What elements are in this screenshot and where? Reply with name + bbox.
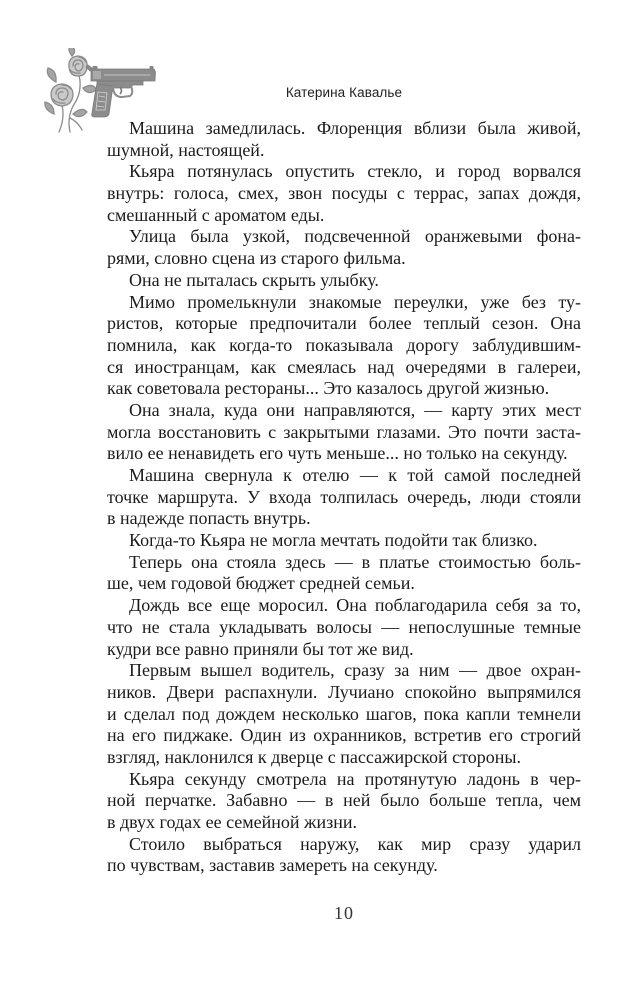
text-line: Теперь она стояла здесь — в платье стоимостью боль- xyxy=(129,551,581,572)
paragraph xyxy=(107,465,581,530)
paragraph xyxy=(107,270,581,292)
page-body-text xyxy=(107,118,581,877)
paragraph xyxy=(107,226,581,269)
paragraph xyxy=(107,400,581,465)
text-line: точке маршрута. У входа толпилась очередь, люди стояли xyxy=(107,486,581,507)
text-line: Первым вышел водитель, сразу за ним — двое охран- xyxy=(129,660,581,681)
text-line: Кьяра секунду смотрела на протянутую ладонь в чер- xyxy=(129,768,581,789)
text-line: взгляд, наклонился к дверце с пассажирской стороны. xyxy=(107,746,521,767)
text-line: в надежде попасть внутрь. xyxy=(107,508,311,529)
text-line: на его пиджаке. Один из охранников, встретив его строгий xyxy=(107,725,581,746)
text-line: Когда-то Кьяра не могла мечтать подойти так близко. xyxy=(129,530,538,551)
paragraph xyxy=(107,552,581,595)
page-number: 10 xyxy=(334,903,354,923)
text-line: внутрь: голоса, смех, звон посуды с террас, запах дождя, xyxy=(107,183,581,204)
text-line: по чувствам, заставив замереть на секунду. xyxy=(107,855,438,876)
paragraph xyxy=(107,161,581,226)
text-line: ше, чем годовой бюджет средней семьи. xyxy=(107,573,415,594)
text-line: что не стала укладывать волосы — непослушные темные xyxy=(107,616,581,637)
text-line: Она знала, куда они направляются, — карту этих мест xyxy=(129,399,581,420)
text-line: вило ее ненавидеть его чуть меньше... но только на секунду. xyxy=(107,443,568,464)
text-line: Она не пыталась скрыть улыбку. xyxy=(129,269,379,290)
paragraph xyxy=(107,769,581,834)
text-line: Машина замедлилась. Флоренция вблизи была живой, xyxy=(129,118,581,138)
text-line: смешанный с ароматом еды. xyxy=(107,204,325,225)
text-line: в двух годах ее семейной жизни. xyxy=(107,812,358,832)
paragraph xyxy=(107,660,581,768)
text-line: рями, словно сцена из старого фильма. xyxy=(107,248,406,269)
text-line: кудри все равно приняли бы тот же вид. xyxy=(107,638,414,659)
text-line: Мимо промелькнули знакомые переулки, уже без ту- xyxy=(129,291,581,312)
text-line: Дождь все еще моросил. Она поблагодарила себя за то, xyxy=(129,595,581,616)
rose-icon xyxy=(45,48,96,132)
text-line: ристов, которые предпочитали более теплый сезон. Она xyxy=(107,313,581,334)
text-line: помнила, как когда-то показывала дорогу заблудившим- xyxy=(107,334,581,355)
text-line: Кьяра потянулась опустить стекло, и город ворвался xyxy=(129,161,581,182)
running-title: Катерина Кавалье xyxy=(285,85,403,100)
text-line: ной перчатке. Забавно — в ней было больше тепла, чем xyxy=(107,790,581,811)
paragraph xyxy=(107,595,581,660)
text-line: как советовала рестораны... Это казалось другой жизнью. xyxy=(107,378,550,399)
text-line: ников. Двери распахнули. Лучиано спокойно выпрямился xyxy=(107,681,581,702)
paragraph xyxy=(107,530,581,552)
text-line: Машина свернула к отелю — к той самой последней xyxy=(129,465,581,485)
text-line: Стоило выбраться наружу, как мир сразу ударил xyxy=(129,833,581,854)
text-line: могла восстановить с закрытыми глазами. Это почти заста- xyxy=(107,421,581,442)
text-line: Улица была узкой, подсвеченной оранжевыми фона- xyxy=(129,226,581,247)
text-line: шумной, настоящей. xyxy=(107,139,265,160)
paragraph xyxy=(107,118,581,161)
text-line: ся иностранцам, как смеялась над очередями в галереи, xyxy=(107,356,581,377)
paragraph xyxy=(107,834,581,877)
paragraph xyxy=(107,292,581,400)
text-line: и сделал под дождем несколько шагов, пока капли темнели xyxy=(107,703,581,724)
